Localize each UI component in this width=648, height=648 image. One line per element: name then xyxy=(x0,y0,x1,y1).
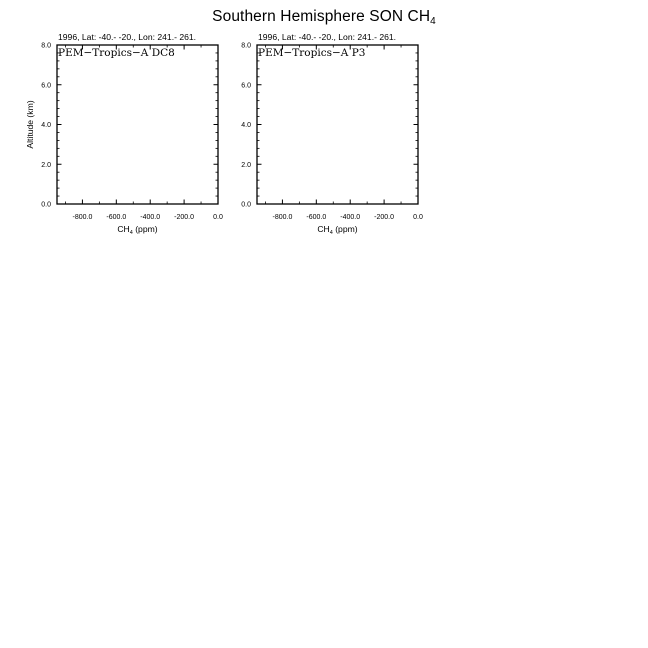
y-axis-label: Altitude (km) xyxy=(25,100,35,149)
figure-title-text: Southern Hemisphere SON CH xyxy=(212,8,431,25)
x-tick-label: -200.0 xyxy=(174,214,195,221)
y-tick-label: 0.0 xyxy=(41,201,51,209)
x-tick-label: 0.0 xyxy=(413,214,423,221)
x-tick-label: 0.0 xyxy=(213,214,223,221)
x-tick-label: -800.0 xyxy=(272,214,293,221)
panel-annotation: PEM−Tropics−A DC8 xyxy=(58,47,175,59)
y-tick-label: 4.0 xyxy=(241,122,251,129)
y-tick-label: 6.0 xyxy=(41,82,51,90)
y-tick-label: 6.0 xyxy=(241,82,251,90)
figure-title-subscript: 4 xyxy=(430,16,436,27)
plot-frame xyxy=(57,45,218,204)
y-tick-label: 8.0 xyxy=(41,42,51,50)
y-tick-label: 4.0 xyxy=(41,122,51,129)
panel-annotation: PEM−Tropics−A P3 xyxy=(258,47,366,59)
x-tick-label: -200.0 xyxy=(374,214,395,221)
x-axis-label: $CH_4$ (ppm) xyxy=(317,224,358,236)
x-tick-label: -400.0 xyxy=(140,214,161,221)
x-tick-label: -400.0 xyxy=(340,214,361,221)
panel-subtitle: 1996, Lat: -40.- -20., Lon: 241.- 261. xyxy=(258,32,397,42)
x-tick-label: -600.0 xyxy=(106,214,127,221)
y-tick-label: 2.0 xyxy=(41,161,51,169)
y-tick-label: 2.0 xyxy=(241,161,251,169)
plot-frame xyxy=(257,45,418,204)
x-tick-label: -800.0 xyxy=(72,214,93,221)
panel-subtitle: 1996, Lat: -40.- -20., Lon: 241.- 261. xyxy=(58,32,197,42)
chart-panel-1 xyxy=(25,32,223,236)
x-tick-label: -600.0 xyxy=(306,214,327,221)
y-tick-label: 8.0 xyxy=(241,42,251,50)
x-axis-label: $CH_4$ (ppm) xyxy=(117,224,158,236)
y-tick-label: 0.0 xyxy=(241,201,251,209)
chart-panel-2 xyxy=(241,32,423,236)
